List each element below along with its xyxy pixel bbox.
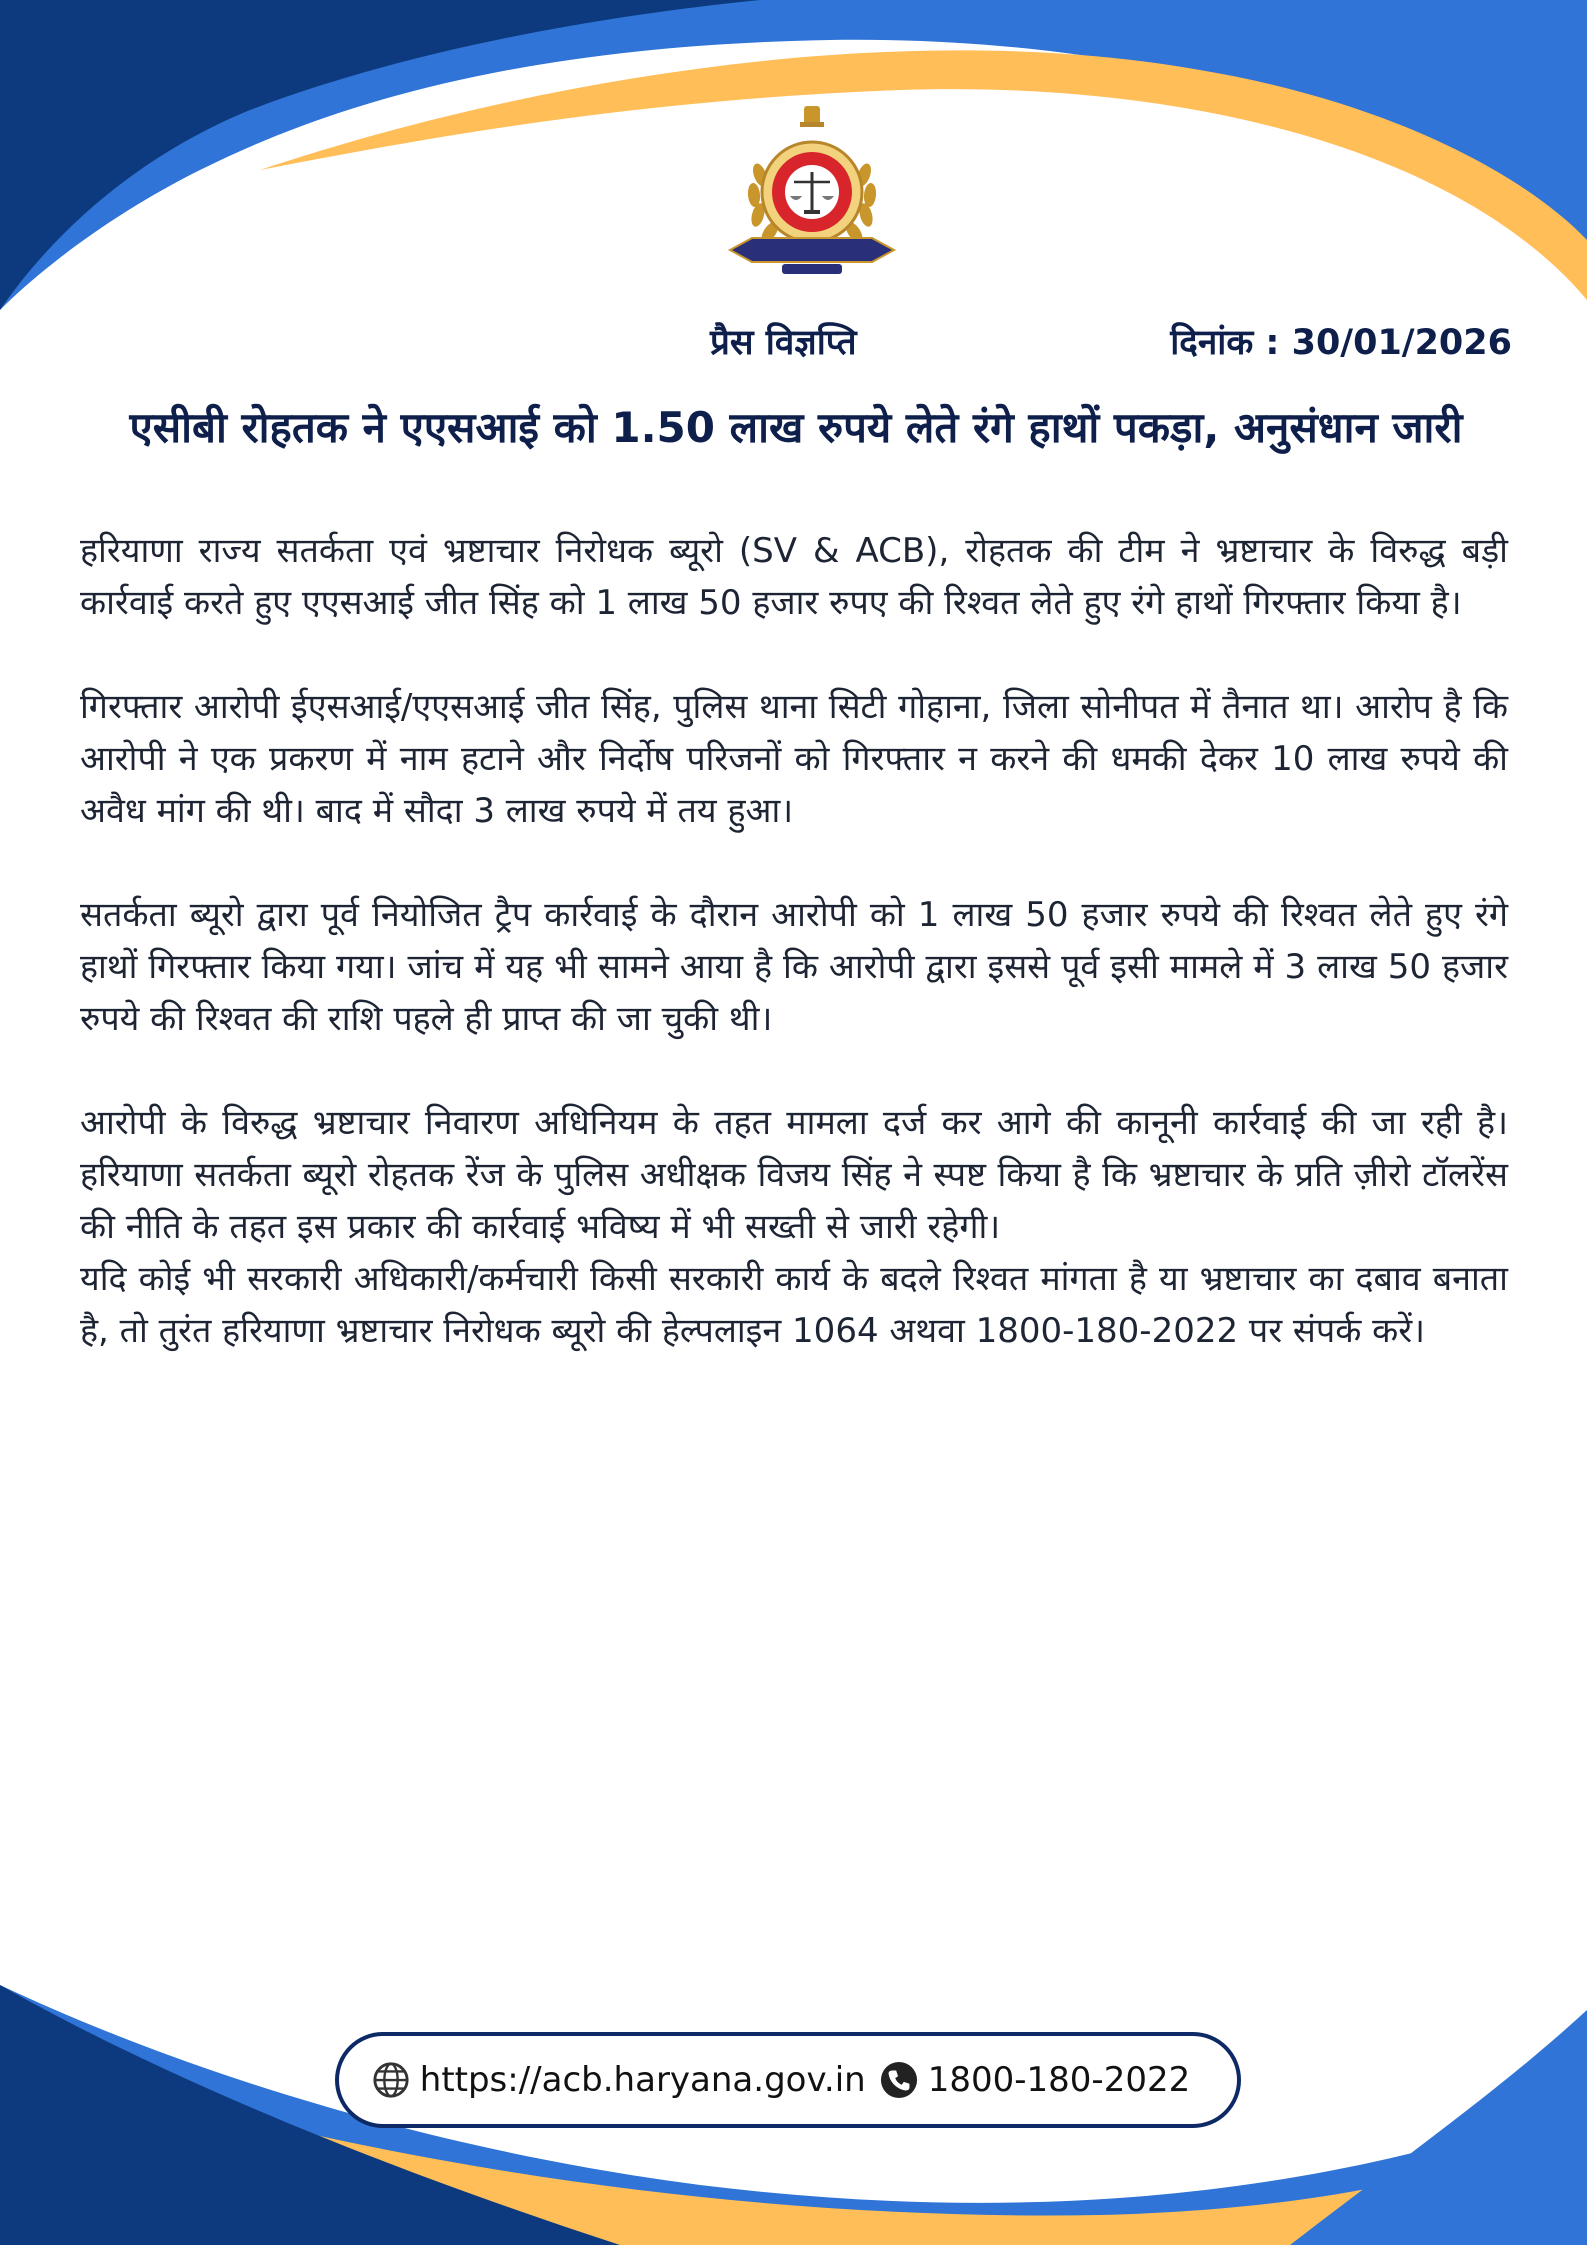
website-link[interactable]: https://acb.haryana.gov.in [419,2060,866,2100]
paragraph-4: आरोपी के विरुद्ध भ्रष्टाचार निवारण अधिनियम के तहत मामला दर्ज कर आगे की कानूनी कार्रवाई की जा रही है। हरियाणा सतर्कता ब्यूरो रोहतक रेंज के पुलिस अधीक्षक विजय सिंह ने स्पष्ट किया है कि भ्रष्टाचार के प्रति ज़ीरो टॉलरेंस की नीति के तहत इस प्रकार की कार्रवाई भविष्य में भी सख्ती से जारी रहेगी। [80,1103,1508,1247]
paragraph-3: सतर्कता ब्यूरो द्वारा पूर्व नियोजित ट्रैप कार्रवाई के दौरान आरोपी को 1 लाख 50 हजार रुपये की रिश्वत लेते हुए रंगे हाथों गिरफ्तार किया गया। जांच में यह भी सामने आया है कि आरोपी द्वारा इससे पूर्व इसी मामले में 3 लाख 50 हजार रुपये की रिश्वत की राशि पहले ही प्राप्त की जा चुकी थी। [80,895,1508,1039]
globe-icon [372,2061,410,2099]
header-row [80,318,1512,368]
paragraph-5: यदि कोई भी सरकारी अधिकारी/कर्मचारी किसी सरकारी कार्य के बदले रिश्वत मांगता है या भ्रष्टाचार का दबाव बनाता है, तो तुरंत हरियाणा भ्रष्टाचार निरोधक ब्यूरो की हेल्पलाइन 1064 अथवा 1800-180-2022 पर संपर्क करें। [80,1259,1508,1351]
article-body [80,525,1508,1357]
press-release-label: प्रैस विज्ञप्ति [710,323,857,363]
release-date: दिनांक : 30/01/2026 [1170,323,1512,363]
helpline-number[interactable]: 1800-180-2022 [927,2060,1191,2100]
paragraph-1: हरियाणा राज्य सतर्कता एवं भ्रष्टाचार निरोधक ब्यूरो (SV & ACB), रोहतक की टीम ने भ्रष्टाचार के विरुद्ध बड़ी कार्रवाई करते हुए एएसआई जीत सिंह को 1 लाख 50 हजार रुपए की रिश्वत लेते हुए रंगे हाथों गिरफ्तार किया है। [80,531,1508,623]
phone-icon [880,2061,918,2099]
footer-contact-pill [335,2032,1241,2128]
headline: एसीबी रोहतक ने एएसआई को 1.50 लाख रुपये लेते रंगे हाथों पकड़ा, अनुसंधान जारी [129,403,1463,452]
paragraph-2: गिरफ्तार आरोपी ईएसआई/एएसआई जीत सिंह, पुलिस थाना सिटी गोहाना, जिला सोनीपत में तैनात था। आरोप है कि आरोपी ने एक प्रकरण में नाम हटाने और निर्दोष परिजनों को गिरफ्तार न करने की धमकी देकर 10 लाख रुपये की अवैध मांग की थी। बाद में सौदा 3 लाख रुपये में तय हुआ। [80,687,1508,831]
haryana-acb-emblem-icon [722,100,902,280]
